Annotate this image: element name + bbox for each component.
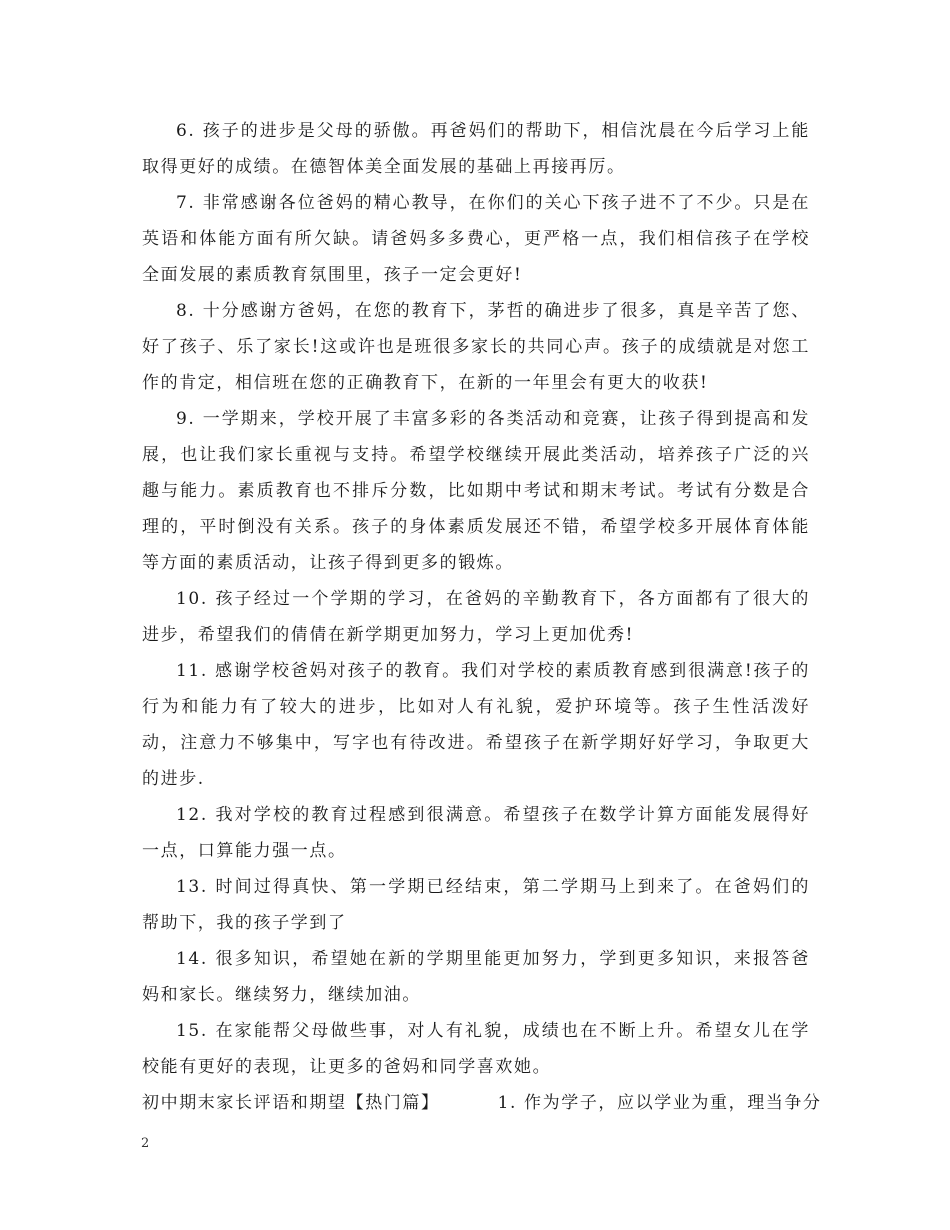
section-heading: 初中期末家长评语和期望【热门篇】 <box>142 1093 440 1113</box>
paragraph-item-13: 13. 时间过得真快、第一学期已经结束，第二学期马上到来了。在爸妈们的帮助下，我的孩子学到了 <box>142 877 810 933</box>
page-number: 2 <box>141 1136 150 1151</box>
document-body <box>142 113 822 1121</box>
paragraph-item-9: 9. 一学期来，学校开展了丰富多彩的各类活动和竞赛，让孩子得到提高和发展，也让我们家长重视与支持。希望学校继续开展此类活动，培养孩子广泛的兴趣与能力。素质教育也不排斥分数，比如期中考试和期末考试。考试有分数是合理的，平时倒没有关系。孩子的身体素质发展还不错，希望学校多开展体育体能等方面的素质活动，让孩子得到更多的锻炼。 <box>142 409 810 573</box>
paragraph-item-10: 10. 孩子经过一个学期的学习，在爸妈的辛勤教育下，各方面都有了很大的进步，希望我们的倩倩在新学期更加努力，学习上更加优秀! <box>142 589 810 645</box>
paragraph-item-14: 14. 很多知识，希望她在新的学期里能更加努力，学到更多知识，来报答爸妈和家长。继续努力，继续加油。 <box>142 949 810 1005</box>
paragraph-item-6: 6. 孩子的进步是父母的骄傲。再爸妈们的帮助下，相信沈晨在今后学习上能取得更好的成绩。在德智体美全面发展的基础上再接再厉。 <box>142 121 810 177</box>
paragraph-item-11: 11. 感谢学校爸妈对孩子的教育。我们对学校的素质教育感到很满意!孩子的行为和能力有了较大的进步，比如对人有礼貌，爱护环境等。孩子生性活泼好动，注意力不够集中，写字也有待改进。希望孩子在新学期好好学习，争取更大的进步. <box>142 661 810 789</box>
paragraph-item-7: 7. 非常感谢各位爸妈的精心教导，在你们的关心下孩子进不了不少。只是在英语和体能方面有所欠缺。请爸妈多多费心，更严格一点，我们相信孩子在学校全面发展的素质教育氛围里，孩子一定会更好! <box>142 193 810 285</box>
section-heading-line <box>142 1085 822 1121</box>
section-first-item: 1. 作为学子，应以学业为重，理当争分 <box>497 1093 822 1113</box>
paragraph-item-12: 12. 我对学校的教育过程感到很满意。希望孩子在数学计算方面能发展得好一点，口算能力强一点。 <box>142 805 810 861</box>
paragraph-item-8: 8. 十分感谢方爸妈，在您的教育下，茅哲的确进步了很多，真是辛苦了您、好了孩子、乐了家长!这或许也是班很多家长的共同心声。孩子的成绩就是对您工作的肯定，相信班在您的正确教育下，在新的一年里会有更大的收获! <box>142 301 810 393</box>
paragraph-item-15: 15. 在家能帮父母做些事，对人有礼貌，成绩也在不断上升。希望女儿在学校能有更好的表现，让更多的爸妈和同学喜欢她。 <box>142 1021 810 1077</box>
